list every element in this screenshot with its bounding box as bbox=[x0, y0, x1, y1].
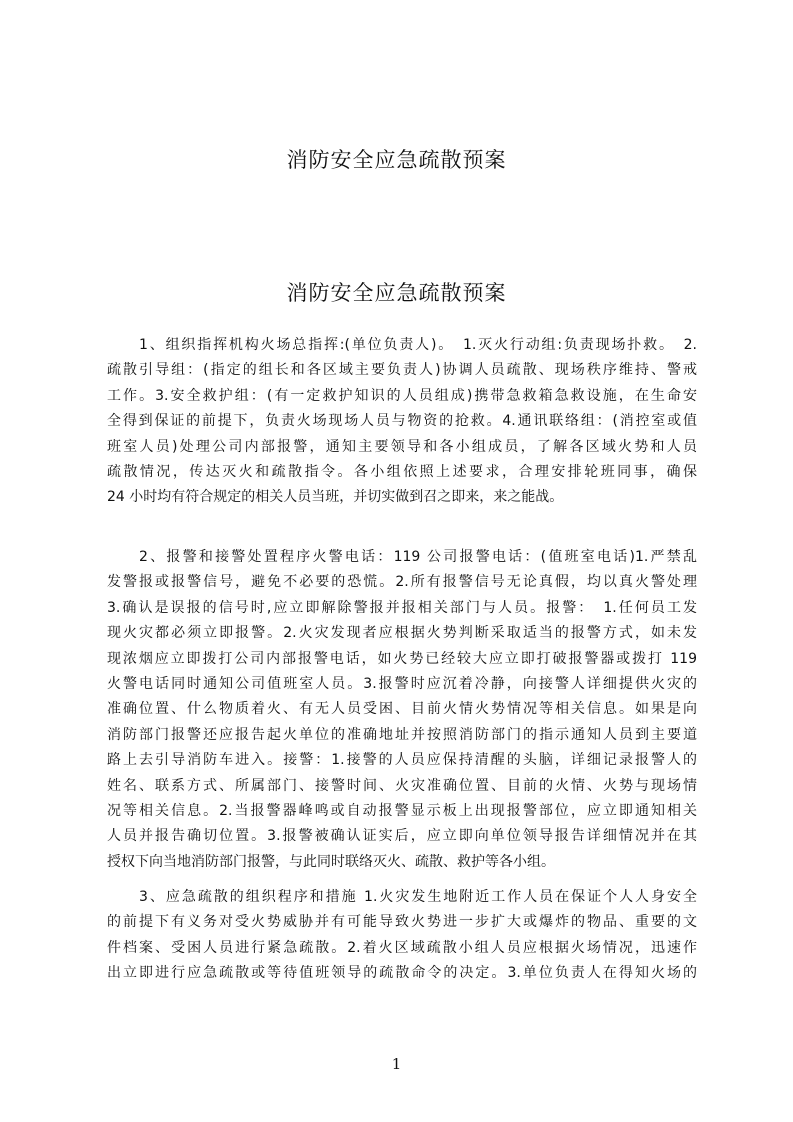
header-title: 消防安全应急疏散预案 bbox=[286, 148, 507, 172]
paragraph-evacuation bbox=[107, 885, 697, 987]
paragraph-alarm-procedure bbox=[107, 545, 697, 875]
paragraph-line: 的前提下有义务对受火势威胁并有可能导致火势进一步扩大或爆炸的物品、重要的文 bbox=[107, 914, 697, 931]
paragraph-organization bbox=[107, 333, 697, 511]
paragraph-line: 消防部门报警还应报告起火单位的准确地址并按照消防部门的指示通知人员到主要道 bbox=[107, 726, 697, 743]
paragraph-line: 工作。3.安全救护组：(有一定救护知识的人员组成)携带急救箱急救设施，在生命安 bbox=[107, 387, 697, 404]
paragraph-line: 姓名、联系方式、所属部门、接警时间、火灾准确位置、目前的火情、火势与现场情 bbox=[107, 777, 697, 794]
paragraph-line: 路上去引导消防车进入。接警：1.接警的人员应保持清醒的头脑，详细记录报警人的 bbox=[107, 752, 697, 769]
paragraph-line: 3、应急疏散的组织程序和措施 1.火灾发生地附近工作人员在保证个人人身安全 bbox=[139, 889, 697, 905]
paragraph-line: 3.确认是误报的信号时,应立即解除警报并报相关部门与人员。报警： 1.任何员工发 bbox=[107, 599, 697, 616]
paragraph-line: 疏散引导组：(指定的组长和各区域主要负责人)协调人员疏散、现场秩序维持、警戒 bbox=[107, 362, 697, 379]
paragraph-line: 人员并报告确切位置。3.报警被确认证实后，应立即向单位领导报告详细情况并在其 bbox=[107, 828, 697, 845]
paragraph-line: 况等相关信息。2.当报警器峰鸣或自动报警显示板上出现报警部位，应立即通知相关 bbox=[107, 802, 697, 819]
paragraph-line: 2、报警和接警处置程序火警电话：119 公司报警电话：(值班室电话)1.严禁乱 bbox=[139, 549, 697, 565]
paragraph-line: 24 小时均有符合规定的相关人员当班，并切实做到召之即来，来之能战。 bbox=[107, 489, 564, 506]
paragraph-line: 件档案、受困人员进行紧急疏散。2.着火区域疏散小组人员应根据火场情况，迅速作 bbox=[107, 939, 697, 956]
paragraph-line: 班室人员)处理公司内部报警，通知主要领导和各小组成员，了解各区域火势和人员 bbox=[107, 438, 697, 455]
paragraph-line: 发警报或报警信号，避免不必要的恐慌。2.所有报警信号无论真假，均以真火警处理 bbox=[107, 574, 697, 591]
paragraph-line: 准确位置、什么物质着火、有无人员受困、目前火情火势情况等相关信息。如果是向 bbox=[107, 701, 697, 718]
page-number: 1 bbox=[391, 1055, 402, 1073]
paragraph-line: 出立即进行应急疏散或等待值班领导的疏散命令的决定。3.单位负责人在得知火场的 bbox=[107, 965, 697, 982]
paragraph-line: 火警电话同时通知公司值班室人员。3.报警时应沉着冷静，向接警人详细提供火灾的 bbox=[107, 675, 697, 692]
paragraph-line: 全得到保证的前提下，负责火场现场人员与物资的抢救。4.通讯联络组：(消控室或值 bbox=[107, 413, 697, 430]
paragraph-line: 现浓烟应立即拨打公司内部报警电话，如火势已经较大应立即打破报警器或拨打 119 bbox=[107, 650, 697, 667]
paragraph-line: 现火灾都必须立即报警。2.火灾发现者应根据火势判断采取适当的报警方式，如未发 bbox=[107, 625, 697, 642]
paragraph-line: 疏散情况，传达灭火和疏散指令。各小组依照上述要求，合理安排轮班同事，确保 bbox=[107, 463, 697, 480]
paragraph-line: 1、组织指挥机构火场总指挥:(单位负责人)。 1.灭火行动组:负责现场扑救。 2. bbox=[139, 337, 697, 353]
paragraph-line: 授权下向当地消防部门报警，与此同时联络灭火、疏散、救护等各小组。 bbox=[107, 853, 555, 870]
page-title: 消防安全应急疏散预案 bbox=[286, 281, 507, 305]
